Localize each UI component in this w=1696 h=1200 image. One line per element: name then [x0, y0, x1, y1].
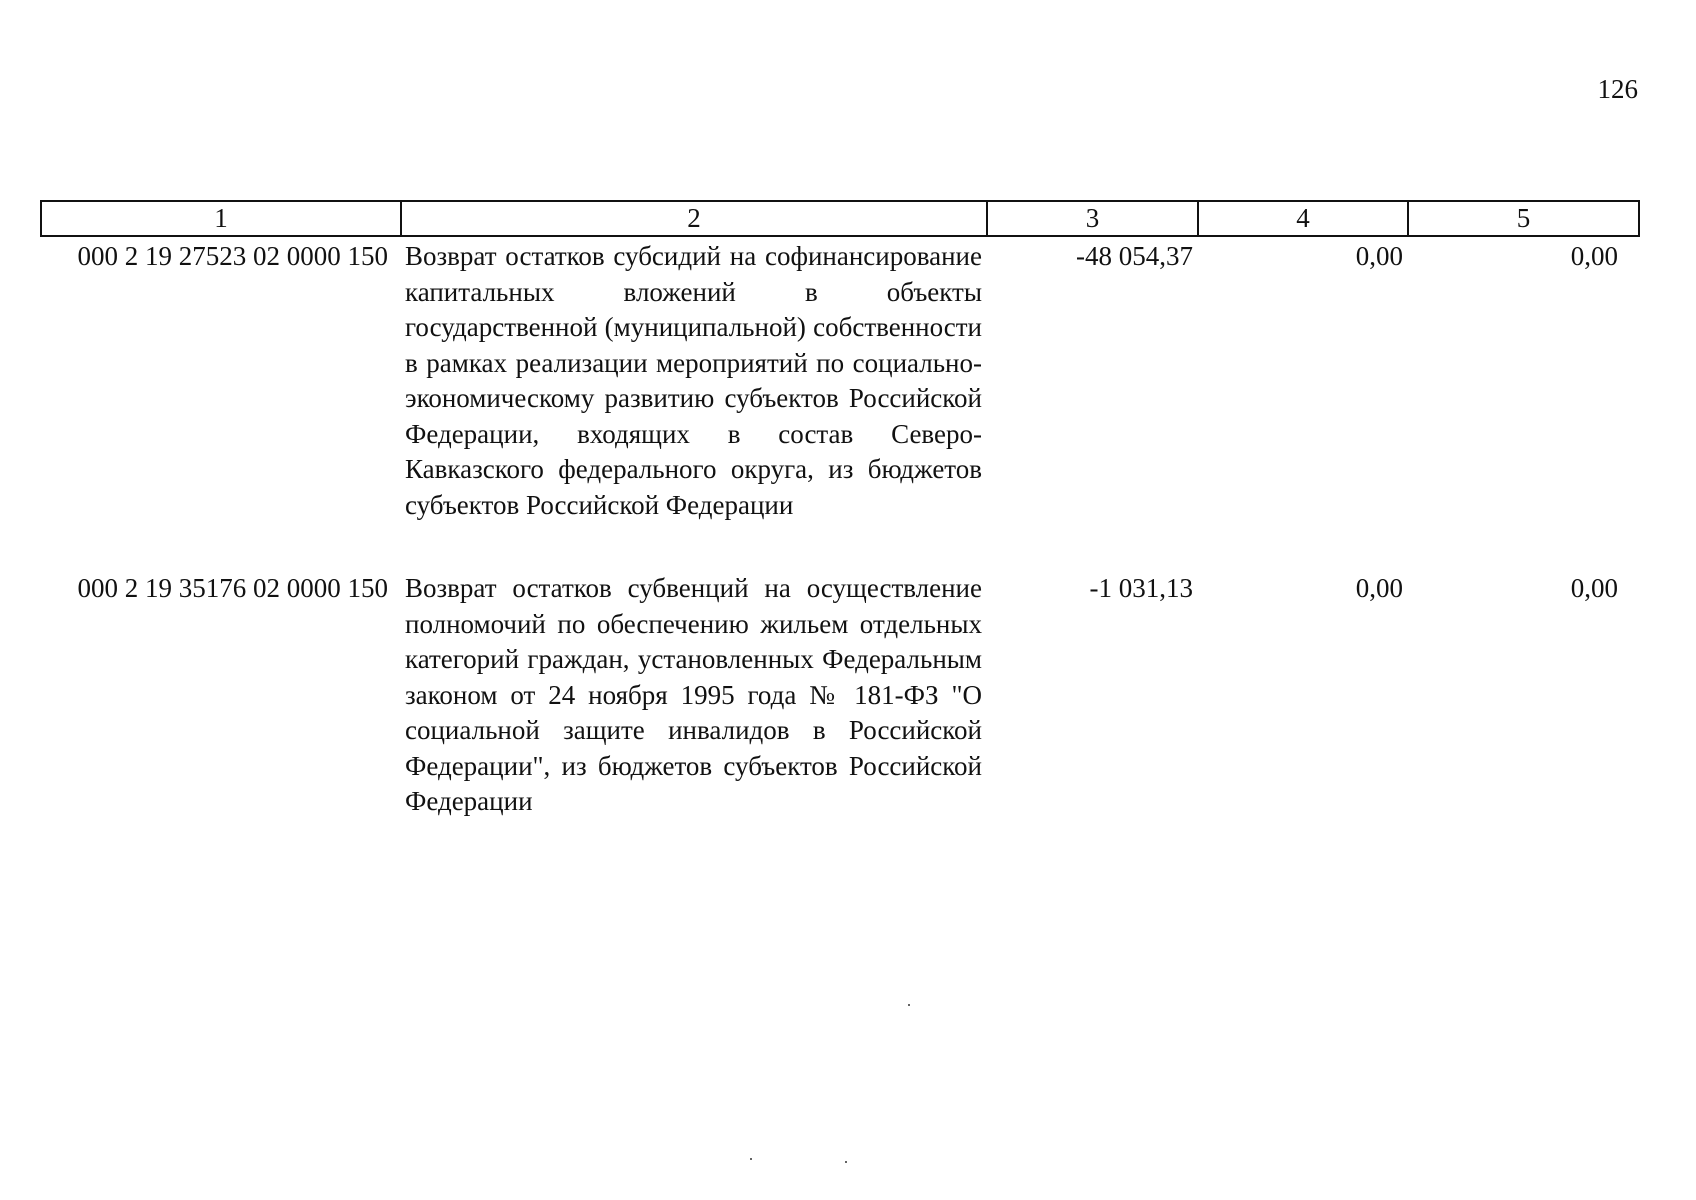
amount-column-3: -1 031,13 [1089, 573, 1193, 603]
budget-table [40, 200, 1640, 868]
table-row [41, 236, 1639, 571]
table-header-row [41, 201, 1639, 236]
scan-speck [845, 1161, 847, 1163]
amount-column-4: 0,00 [1355, 573, 1403, 603]
column-header-5: 5 [1408, 201, 1639, 236]
column-header-1: 1 [41, 201, 401, 236]
income-description: Возврат остатков субвенций на осуществление полномочий по обеспечению жильем отдельных категорий граждан, установленных Федеральным законом от 24 ноября 1995 года № 181-ФЗ "О социальной защите инвалидов в Российской Федерации", из бюджетов субъектов Российской Федерации [405, 573, 982, 816]
income-description: Возврат остатков субсидий на софинансирование капитальных вложений в объекты государственной (муниципальной) собственности в рамках реализации мероприятий по социально-экономическому развитию субъектов Российской Федерации, входящих в состав Северо-Кавказского федерального округа, из бюджетов субъектов Российской Федерации [405, 241, 982, 520]
column-header-2: 2 [401, 201, 987, 236]
budget-code: 000 2 19 35176 02 0000 150 [77, 573, 388, 603]
budget-code: 000 2 19 27523 02 0000 150 [77, 241, 388, 271]
amount-column-5: 0,00 [1570, 241, 1618, 271]
scan-speck [908, 1004, 910, 1006]
amount-column-5: 0,00 [1570, 573, 1618, 603]
column-header-4: 4 [1198, 201, 1408, 236]
scan-speck [750, 1158, 752, 1160]
amount-column-4: 0,00 [1355, 241, 1403, 271]
column-header-3: 3 [987, 201, 1198, 236]
page-number: 126 [1597, 74, 1638, 104]
table-row [41, 571, 1639, 868]
amount-column-3: -48 054,37 [1076, 241, 1193, 271]
